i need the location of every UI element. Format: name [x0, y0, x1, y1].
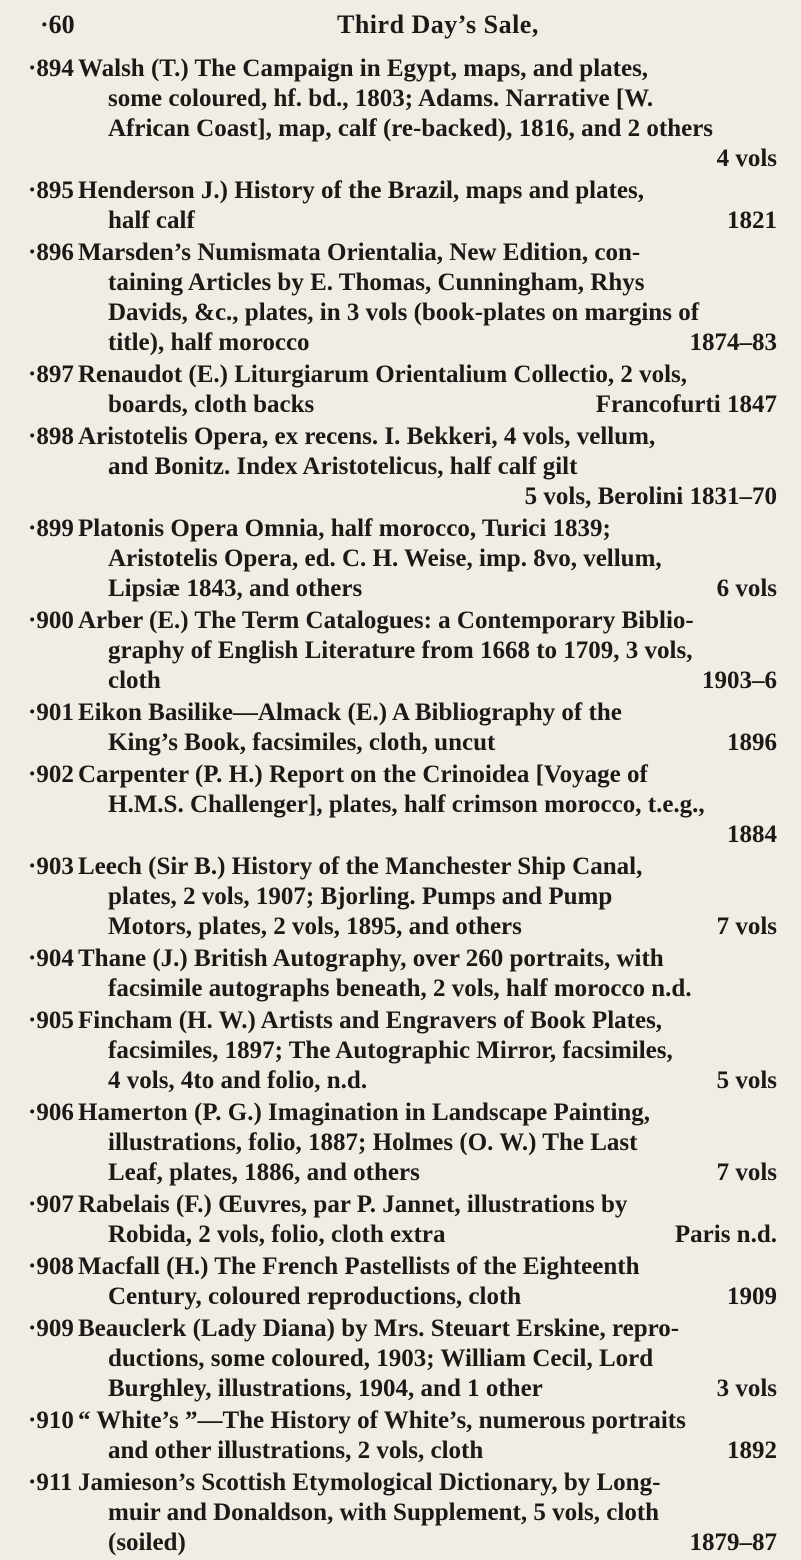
- lot-date: 1896: [727, 729, 777, 756]
- line-text: African Coast], map, calf (re-backed), 1816, and 2 others: [108, 115, 714, 142]
- line-text: illustrations, folio, 1887; Holmes (O. W.) The Last: [108, 1129, 638, 1156]
- lot-description-line: [0, 1436, 801, 1466]
- line-text: Burghley, illustrations, 1904, and 1 other: [108, 1375, 543, 1402]
- lot-description-line: [0, 912, 801, 942]
- lot-description-line: [0, 176, 801, 206]
- line-text: Leech (Sir B.) History of the Manchester Ship Canal,: [78, 853, 643, 880]
- lot-entry: [0, 1468, 801, 1558]
- line-text: “ White’s ”—The History of White’s, numerous portraits: [78, 1407, 686, 1434]
- lot-number: ·909: [28, 1315, 74, 1342]
- line-text: Leaf, plates, 1886, and others: [108, 1159, 420, 1186]
- page-number: ·60: [40, 10, 75, 39]
- lot-date: 6 vols: [716, 575, 777, 602]
- lot-description-line: [0, 882, 801, 912]
- lot-description-line: [0, 1282, 801, 1312]
- lot-description-line: [0, 1528, 801, 1558]
- line-text: muir and Donaldson, with Supplement, 5 vols, cloth: [108, 1499, 660, 1526]
- line-text: Beauclerk (Lady Diana) by Mrs. Steuart Erskine, repro-: [78, 1315, 680, 1342]
- lot-date: 7 vols: [716, 913, 777, 940]
- lot-entry: [0, 360, 801, 420]
- lot-number: ·897: [28, 361, 74, 388]
- lot-description-line: [0, 268, 801, 298]
- line-text: Arber (E.) The Term Catalogues: a Contemporary Biblio-: [78, 607, 694, 634]
- lot-description-line: [0, 1468, 801, 1498]
- line-text: Renaudot (E.) Liturgiarum Orientalium Collectio, 2 vols,: [78, 361, 687, 388]
- lot-description-line: [0, 606, 801, 636]
- lot-description-line: [0, 698, 801, 728]
- lot-date: Francofurti 1847: [595, 391, 777, 418]
- lot-description-line: [0, 1252, 801, 1282]
- line-text: Carpenter (P. H.) Report on the Crinoidea [Voyage of: [78, 761, 648, 788]
- lot-number: ·896: [28, 239, 74, 266]
- line-text: and other illustrations, 2 vols, cloth: [108, 1437, 484, 1464]
- line-text: Macfall (H.) The French Pastellists of the Eighteenth: [78, 1253, 640, 1280]
- lot-number: ·905: [28, 1007, 74, 1034]
- lot-description-line: [0, 328, 801, 358]
- page-header: [0, 8, 801, 48]
- lot-number: ·908: [28, 1253, 74, 1280]
- lot-entry: [0, 514, 801, 604]
- line-text: Aristotelis Opera, ex recens. I. Bekkeri, 4 vols, vellum,: [78, 423, 656, 450]
- lot-number: ·898: [28, 423, 74, 450]
- lot-description-line: [0, 1066, 801, 1096]
- line-text: Fincham (H. W.) Artists and Engravers of Book Plates,: [78, 1007, 663, 1034]
- lot-number: ·901: [28, 699, 74, 726]
- lot-entry: [0, 1406, 801, 1466]
- lot-description-line: [0, 422, 801, 452]
- line-text: Walsh (T.) The Campaign in Egypt, maps, and plates,: [78, 55, 649, 82]
- lot-date: 1879–87: [689, 1529, 777, 1556]
- line-text: Eikon Basilike—Almack (E.) A Bibliography of the: [78, 699, 622, 726]
- lot-description-line: [0, 452, 801, 482]
- lot-date: 1892: [727, 1437, 777, 1464]
- lot-description-line: [0, 1314, 801, 1344]
- lot-description-line: [0, 1498, 801, 1528]
- line-text: title), half morocco: [108, 329, 310, 356]
- lot-date: 1874–83: [689, 329, 777, 356]
- lot-date: 5 vols, Berolini 1831–70: [524, 483, 777, 510]
- line-text: Rabelais (F.) Œuvres, par P. Jannet, illustrations by: [78, 1191, 628, 1218]
- lot-entry: [0, 1190, 801, 1250]
- lot-date: 5 vols: [716, 1067, 777, 1094]
- lot-number: ·895: [28, 177, 74, 204]
- lot-description-line: [0, 1406, 801, 1436]
- lot-entry: [0, 760, 801, 850]
- line-text: Aristotelis Opera, ed. C. H. Weise, imp. 8vo, vellum,: [108, 545, 662, 572]
- lot-number: ·906: [28, 1099, 74, 1126]
- lot-entry: [0, 238, 801, 358]
- lot-description-line: [0, 1190, 801, 1220]
- lot-date: Paris n.d.: [674, 1221, 777, 1248]
- lot-description-line: [0, 1098, 801, 1128]
- lot-entry: [0, 698, 801, 758]
- line-text: cloth: [108, 667, 161, 694]
- line-text: Motors, plates, 2 vols, 1895, and others: [108, 913, 522, 940]
- lot-number: ·904: [28, 945, 74, 972]
- line-text: Robida, 2 vols, folio, cloth extra: [108, 1221, 446, 1248]
- line-text: 4 vols, 4to and folio, n.d.: [108, 1067, 368, 1094]
- line-text: and Bonitz. Index Aristotelicus, half calf gilt: [108, 453, 578, 480]
- lot-entry: [0, 1098, 801, 1188]
- lot-description-line: [0, 514, 801, 544]
- line-text: Platonis Opera Omnia, half morocco, Turici 1839;: [78, 515, 611, 542]
- line-text: facsimile autographs beneath, 2 vols, half morocco n.d.: [108, 975, 692, 1002]
- lot-date: 1903–6: [702, 667, 777, 694]
- line-text: Thane (J.) British Autography, over 260 portraits, with: [78, 945, 664, 972]
- lot-description-line: [0, 1374, 801, 1404]
- lot-description-line: [0, 144, 801, 174]
- lot-date: 3 vols: [716, 1375, 777, 1402]
- line-text: Marsden’s Numismata Orientalia, New Edition, con-: [78, 239, 641, 266]
- lot-entry: [0, 54, 801, 174]
- lot-date: 1909: [727, 1283, 777, 1310]
- line-text: half calf: [108, 207, 195, 234]
- lot-description-line: [0, 390, 801, 420]
- line-text: plates, 2 vols, 1907; Bjorling. Pumps and Pump: [108, 883, 613, 910]
- line-text: facsimiles, 1897; The Autographic Mirror, facsimiles,: [108, 1037, 673, 1064]
- lot-description-line: [0, 1344, 801, 1374]
- lot-date: 4 vols: [716, 145, 777, 172]
- lot-number: ·899: [28, 515, 74, 542]
- lot-description-line: [0, 482, 801, 512]
- lot-description-line: [0, 238, 801, 268]
- line-text: H.M.S. Challenger], plates, half crimson morocco, t.e.g.,: [108, 791, 705, 818]
- lot-description-line: [0, 114, 801, 144]
- lot-description-line: [0, 298, 801, 328]
- lot-number: ·894: [28, 55, 74, 82]
- lot-entry: [0, 852, 801, 942]
- lot-description-line: [0, 728, 801, 758]
- line-text: some coloured, hf. bd., 1803; Adams. Narrative [W.: [108, 85, 654, 112]
- line-text: boards, cloth backs: [108, 391, 315, 418]
- lot-entry: [0, 1252, 801, 1312]
- lot-description-line: [0, 84, 801, 114]
- lot-description-line: [0, 944, 801, 974]
- lot-number: ·910: [28, 1407, 74, 1434]
- lot-number: ·903: [28, 853, 74, 880]
- lot-entry: [0, 944, 801, 1004]
- lot-number: ·900: [28, 607, 74, 634]
- lot-description-line: [0, 852, 801, 882]
- running-head: Third Day’s Sale,: [337, 10, 539, 39]
- lot-description-line: [0, 636, 801, 666]
- lot-description-line: [0, 820, 801, 850]
- lot-description-line: [0, 666, 801, 696]
- lot-description-line: [0, 360, 801, 390]
- line-text: ductions, some coloured, 1903; William Cecil, Lord: [108, 1345, 654, 1372]
- lot-list: [0, 54, 801, 1560]
- lot-entry: [0, 1006, 801, 1096]
- line-text: King’s Book, facsimiles, cloth, uncut: [108, 729, 496, 756]
- lot-number: ·907: [28, 1191, 74, 1218]
- line-text: Jamieson’s Scottish Etymological Dictionary, by Long-: [78, 1469, 661, 1496]
- lot-description-line: [0, 574, 801, 604]
- lot-description-line: [0, 790, 801, 820]
- line-text: Lipsiæ 1843, and others: [108, 575, 363, 602]
- lot-description-line: [0, 544, 801, 574]
- line-text: Henderson J.) History of the Brazil, maps and plates,: [78, 177, 644, 204]
- lot-date: 1821: [727, 207, 777, 234]
- line-text: graphy of English Literature from 1668 to 1709, 3 vols,: [108, 637, 693, 664]
- lot-date: 7 vols: [716, 1159, 777, 1186]
- line-text: Century, coloured reproductions, cloth: [108, 1283, 522, 1310]
- lot-description-line: [0, 1036, 801, 1066]
- lot-date: 1884: [727, 821, 777, 848]
- lot-description-line: [0, 1158, 801, 1188]
- line-text: Hamerton (P. G.) Imagination in Landscape Painting,: [78, 1099, 651, 1126]
- lot-entry: [0, 422, 801, 512]
- lot-description-line: [0, 54, 801, 84]
- lot-number: ·902: [28, 761, 74, 788]
- lot-description-line: [0, 974, 801, 1004]
- line-text: taining Articles by E. Thomas, Cunningham, Rhys: [108, 269, 645, 296]
- lot-entry: [0, 176, 801, 236]
- lot-description-line: [0, 206, 801, 236]
- lot-number: ·911: [28, 1469, 73, 1496]
- lot-entry: [0, 606, 801, 696]
- lot-entry: [0, 1314, 801, 1404]
- line-text: Davids, &c., plates, in 3 vols (book-plates on margins of: [108, 299, 700, 326]
- line-text: (soiled): [108, 1529, 186, 1556]
- lot-description-line: [0, 1220, 801, 1250]
- lot-description-line: [0, 760, 801, 790]
- lot-description-line: [0, 1128, 801, 1158]
- lot-description-line: [0, 1006, 801, 1036]
